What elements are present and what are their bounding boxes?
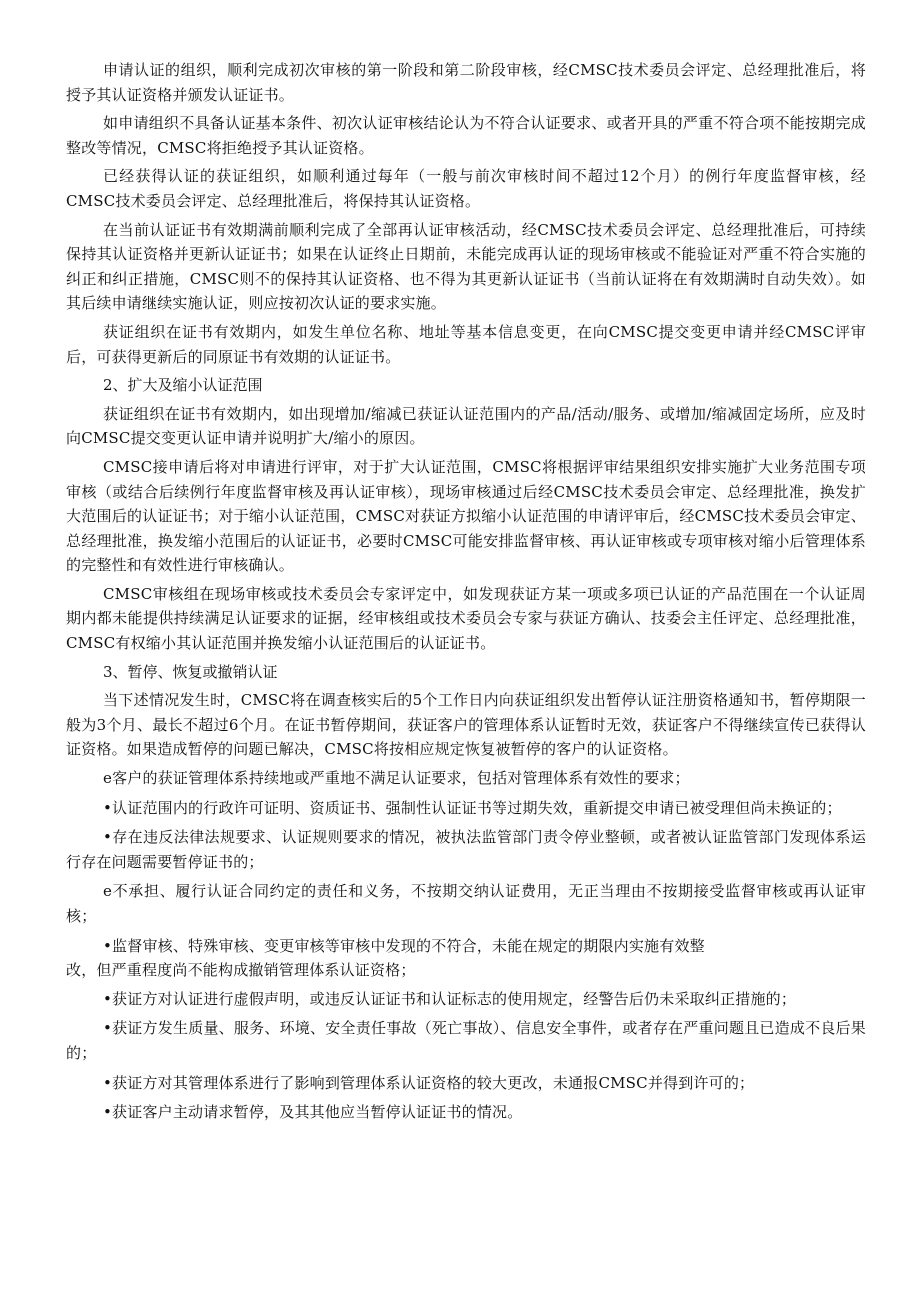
paragraph: 申请认证的组织，顺利完成初次审核的第一阶段和第二阶段审核，经CMSC技术委员会评定、总经理批准后，将授予其认证资格并颁发认证证书。 [66, 61, 866, 104]
paragraph: CMSC审核组在现场审核或技术委员会专家评定中，如发现获证方某一项或多项已认证的产品范围在一个认证周期内都未能提供持续满足认证要求的证据，经审核组或技术委员会专家与获证方确认、技委会主任评定、总经理批准，CMSC有权缩小其认证范围并换发缩小认证范围后的认证证书。 [66, 584, 866, 653]
paragraph: 已经获得认证的获证组织，如顺利通过每年（一般与前次审核时间不超过12个月）的例行年度监督审核，经CMSC技术委员会评定、总经理批准后，将保持其认证资格。 [66, 167, 866, 210]
list-item: e不承担、履行认证合同约定的责任和义务，不按期交纳认证费用，无正当理由不按期接受监督审核或再认证审核； [66, 882, 866, 925]
paragraph: CMSC接申请后将对申请进行评审，对于扩大认证范围，CMSC将根据评审结果组织安排实施扩大业务范围专项审核（或结合后续例行年度监督审核及再认证审核），现场审核通过后经CMSC技术委员会审定、总经理批准，换发扩大范围后的认证证书；对于缩小认证范围，CMSC对获证方拟缩小认证范围的申请评审后，经CMSC技术委员会审定、总经理批准，换发缩小范围后的认证证书，必要时CMSC可能安排监督审核、再认证审核或专项审核对缩小后管理体系的完整性和有效性进行审核确认。 [66, 457, 866, 575]
list-item: •存在违反法律法规要求、认证规则要求的情况，被执法监管部门责令停业整顿，或者被认证监管部门发现体系运行存在问题需要暂停证书的； [66, 828, 866, 871]
list-item-continuation: 改，但严重程度尚不能构成撤销管理体系认证资格； [66, 961, 416, 980]
paragraph: 如申请组织不具备认证基本条件、初次认证审核结论认为不符合认证要求、或者开具的严重不符合项不能按期完成整改等情况，CMSC将拒绝授予其认证资格。 [66, 114, 866, 157]
list-item: e客户的获证管理体系持续地或严重地不满足认证要求，包括对管理体系有效性的要求； [103, 769, 690, 788]
section-heading-3: 3、暂停、恢复或撤销认证 [103, 662, 278, 681]
list-item: •获证方对认证进行虚假声明，或违反认证证书和认证标志的使用规定，经警告后仍未采取纠正措施的； [103, 989, 797, 1008]
document-page [66, 58, 866, 1130]
section-heading-2: 2、扩大及缩小认证范围 [103, 376, 263, 395]
list-item: •获证方对其管理体系进行了影响到管理体系认证资格的较大更改，未通报CMSC并得到许可的； [103, 1073, 755, 1092]
paragraph: 获证组织在证书有效期内，如发生单位名称、地址等基本信息变更，在向CMSC提交变更申请并经CMSC评审后，可获得更新后的同原证书有效期的认证证书。 [66, 322, 866, 366]
list-item: •获证方发生质量、服务、环境、安全责任事故（死亡事故）、信息安全事件，或者存在严重问题且已造成不良后果的； [66, 1019, 866, 1062]
list-item: •监督审核、特殊审核、变更审核等审核中发现的不符合，未能在规定的期限内实施有效整 [103, 936, 705, 955]
paragraph: 在当前认证证书有效期满前顺利完成了全部再认证审核活动，经CMSC技术委员会评定、总经理批准后，可持续保持其认证资格并更新认证证书；如果在认证终止日期前，未能完成再认证的现场审核或不能验证对严重不符合实施的纠正和纠正措施，CMSC则不的保持其认证资格、也不得为其更新认证证书（当前认证将在有效期满时自动失效）。如其后续申请继续实施认证，则应按初次认证的要求实施。 [66, 220, 866, 313]
list-item: •认证范围内的行政许可证明、资质证书、强制性认证证书等过期失效，重新提交申请已被受理但尚未换证的； [103, 798, 842, 817]
list-item: •获证客户主动请求暂停，及其其他应当暂停认证证书的情况。 [103, 1103, 523, 1122]
paragraph: 当下述情况发生时，CMSC将在调查核实后的5个工作日内向获证组织发出暂停认证注册资格通知书，暂停期限一般为3个月、最长不超过6个月。在证书暂停期间，获证客户的管理体系认证暂时无效，获证客户不得继续宣传已获得认证资格。如果造成暂停的问题已解决，CMSC将按相应规定恢复被暂停的客户的认证资格。 [66, 691, 866, 759]
paragraph: 获证组织在证书有效期内，如出现增加/缩减已获证认证范围内的产品/活动/服务、或增加/缩减固定场所，应及时向CMSC提交变更认证申请并说明扩大/缩小的原因。 [66, 404, 866, 448]
